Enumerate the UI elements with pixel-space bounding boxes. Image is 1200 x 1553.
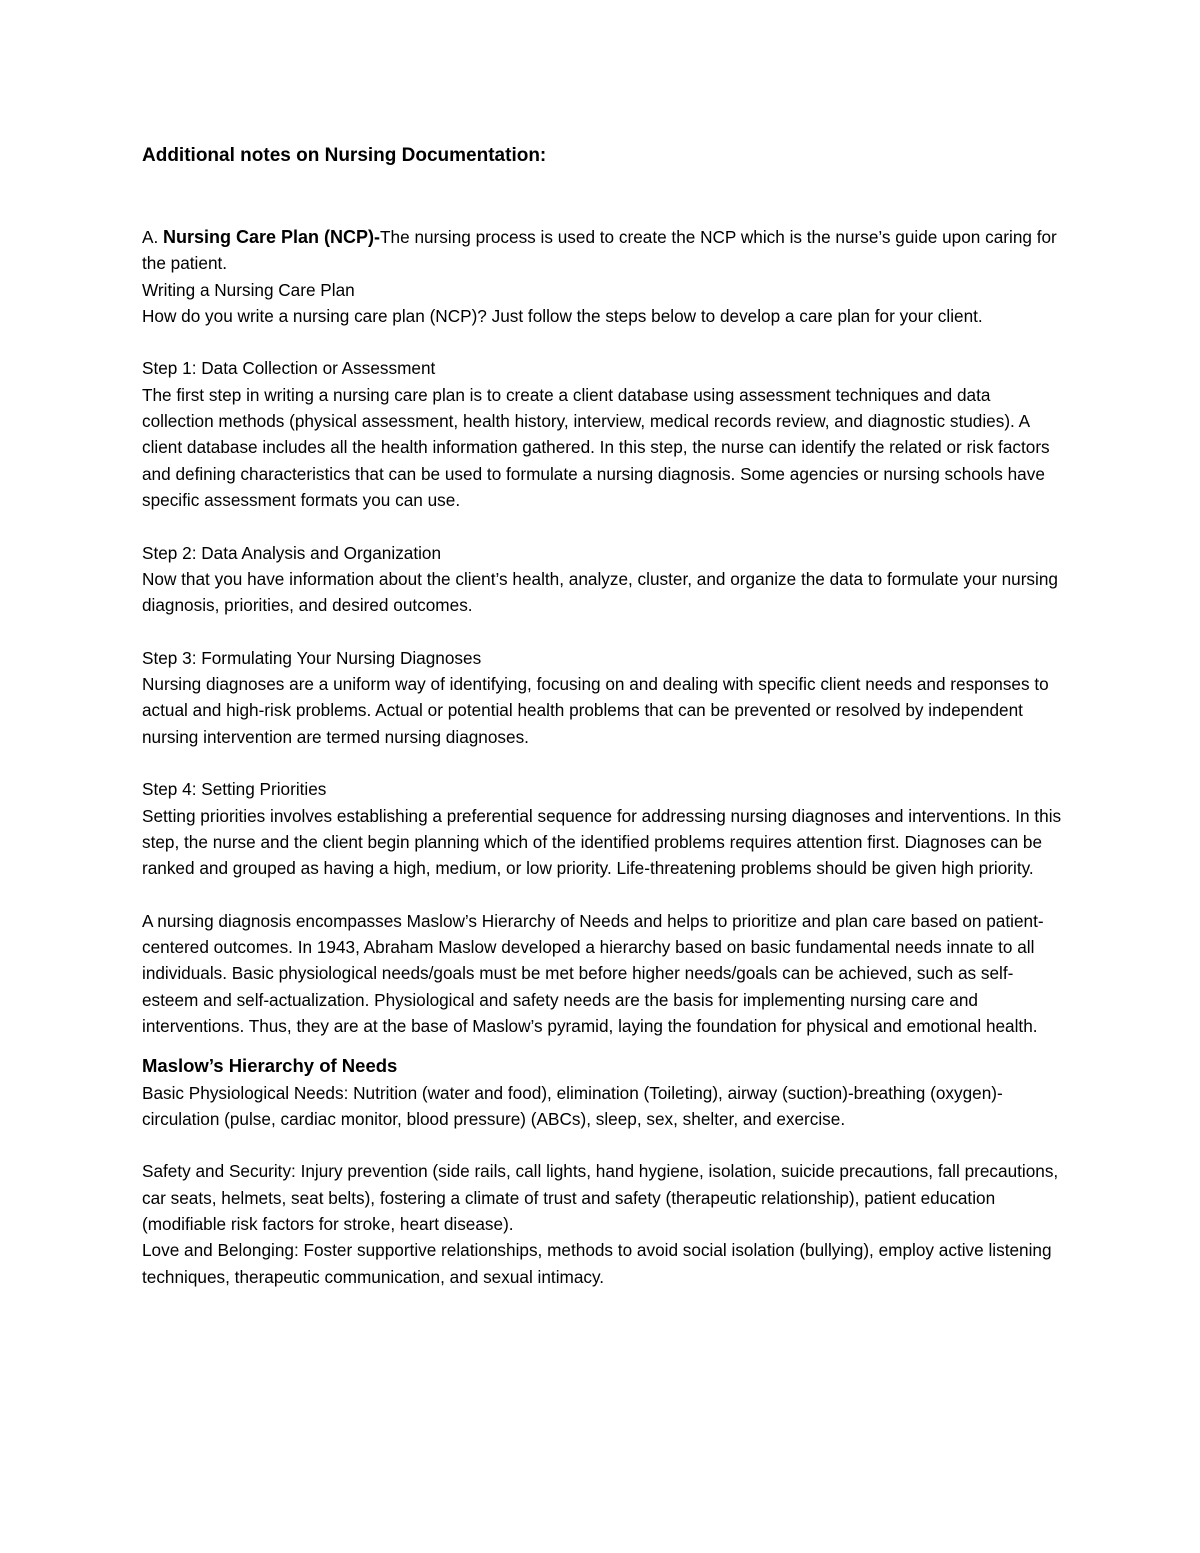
step-3-text: Nursing diagnoses are a uniform way of identifying, focusing on and dealing with specific client needs and responses to actual and high-risk problems. Actual or potential health problems that can be prevented or resolved by independent nursing intervention are termed nursing diagnoses. xyxy=(142,674,1049,747)
document-title: Additional notes on Nursing Documentation: xyxy=(142,145,547,166)
step-4-title: Step 4: Setting Priorities xyxy=(142,779,327,800)
maslow-intro-paragraph: A nursing diagnosis encompasses Maslow’s Hierarchy of Needs and helps to prioritize and plan care based on patient-centered outcomes. In 1943, Abraham Maslow developed a hierarchy based on basic fundamental needs innate to all individuals. Basic physiological needs/goals must be met before higher needs/goals can be achieved, such as self-esteem and self-actualization. Physiological and safety needs are the basis for implementing nursing care and interventions. Thus, they are at the base of Maslow’s pyramid, laying the foundation for physical and emotional health. xyxy=(142,910,1044,1036)
maslow-safety: Safety and Security: Injury prevention (side rails, call lights, hand hygiene, isolation, suicide precautions, fall precautions, car seats, helmets, seat belts), fostering a climate of trust and safety (therapeutic relationship), patient education (modifiable risk factors for stroke, heart disease). xyxy=(142,1161,1059,1234)
spacer xyxy=(142,881,1062,907)
step-3-title: Step 3: Formulating Your Nursing Diagnoses xyxy=(142,647,482,668)
spacer xyxy=(142,618,1062,644)
section-a-paragraph xyxy=(142,224,1062,277)
section-a-text: The nursing process is used to create the NCP which is the nurse’s guide upon caring for the patient. xyxy=(142,227,1057,274)
spacer xyxy=(142,513,1062,539)
step-4-text: Setting priorities involves establishing a preferential sequence for addressing nursing diagnoses and interventions. In this step, the nurse and the client begin planning which of the identified problems requires attention first. Diagnoses can be ranked and grouped as having a high, medium, or low priority. Life-threatening problems should be given high priority. xyxy=(142,805,1062,879)
step-2-title: Step 2: Data Analysis and Organization xyxy=(142,542,442,563)
spacer xyxy=(142,329,1062,355)
spacer xyxy=(142,1039,1062,1053)
step-1-text: The first step in writing a nursing care plan is to create a client database using assessment techniques and data collection methods (physical assessment, health history, interview, medical records review, and diagnostic studies). A client database includes all the health information gathered. In this step, the nurse can identify the related or risk factors and defining characteristics that can be used to formulate a nursing diagnosis. Some agencies or nursing schools have specific assessment formats you can use. xyxy=(142,384,1050,510)
spacer xyxy=(142,750,1062,776)
writing-text: How do you write a nursing care plan (NCP)? Just follow the steps below to develop a care plan for your client. xyxy=(142,305,983,326)
document-body xyxy=(142,224,1062,1290)
maslow-love: Love and Belonging: Foster supportive relationships, methods to avoid social isolation (bullying), employ active listening techniques, therapeutic communication, and sexual intimacy. xyxy=(142,1240,1052,1287)
step-1-title: Step 1: Data Collection or Assessment xyxy=(142,358,436,379)
section-a-prefix: A. xyxy=(142,227,164,247)
step-2-text: Now that you have information about the client’s health, analyze, cluster, and organize the data to formulate your nursing diagnosis, priorities, and desired outcomes. xyxy=(142,568,1058,616)
writing-heading: Writing a Nursing Care Plan xyxy=(142,279,355,300)
maslow-physiological: Basic Physiological Needs: Nutrition (water and food), elimination (Toileting), airway (suction)-breathing (oxygen)-circulation (pulse, cardiac monitor, blood pressure) (ABCs), sleep, sex, shelter, and exercise. xyxy=(142,1082,1003,1129)
maslow-heading: Maslow’s Hierarchy of Needs xyxy=(142,1055,398,1077)
section-a-heading: Nursing Care Plan (NCP)- xyxy=(163,227,381,247)
spacer xyxy=(142,1132,1062,1158)
